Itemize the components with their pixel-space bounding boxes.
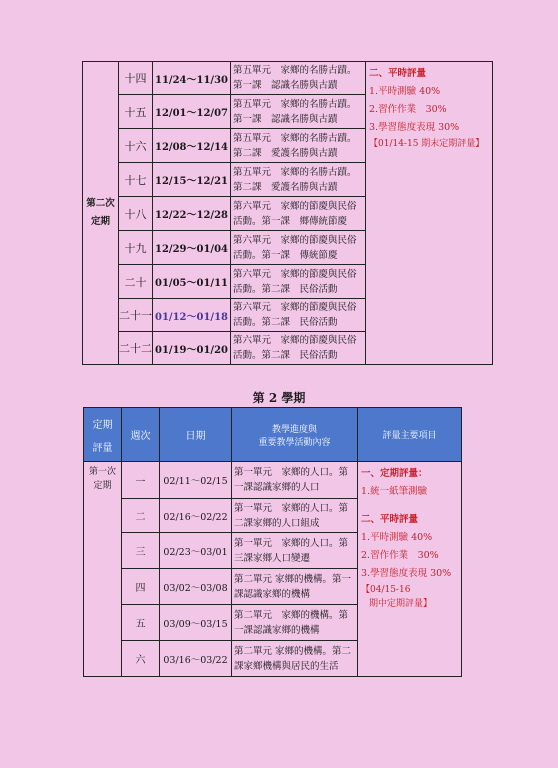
week-cell: 二十二 [119,332,153,365]
eval-item: 2.習作作業 30% [369,104,447,115]
date-cell: 12/22～12/28 [153,197,231,231]
week-cell: 一 [122,462,160,499]
header-period [84,408,122,462]
eval-item: 3.學習態度表現 30% [369,122,460,133]
eval-item: 1.平時測驗 40% [361,532,433,543]
date-cell-highlighted: 01/12～01/18 [153,299,231,332]
week-cell: 四 [122,569,160,605]
content-cell: 第六單元 家鄉的節慶與民俗活動。第二課 民俗活動 [231,265,366,299]
semester1-schedule-table [82,61,493,365]
header-period-line2: 評量 [92,442,113,454]
date-cell: 11/24～11/30 [153,62,231,95]
week-cell: 三 [122,533,160,569]
week-cell: 二十一 [119,299,153,332]
date-cell: 03/16～03/22 [160,641,232,677]
content-cell: 第五單元 家鄉的名勝古蹟。第二課 愛護名勝與古蹟 [231,163,366,197]
eval-note: 期中定期評量】 [369,599,433,609]
eval-heading: 二、平時評量 [369,68,427,79]
date-cell: 12/01～12/07 [153,95,231,129]
header-eval: 評量主要項目 [358,408,462,462]
week-cell: 十八 [119,197,153,231]
date-cell: 01/05～01/11 [153,265,231,299]
eval-heading: 二、平時評量 [361,514,419,525]
header-period-line1: 定期 [92,419,113,431]
date-cell: 03/02～03/08 [160,569,232,605]
semester2-schedule-table [83,407,462,677]
content-cell: 第一單元 家鄉的人口。第一課認識家鄉的人口 [232,462,358,499]
week-cell: 十六 [119,129,153,163]
week-cell: 十四 [119,62,153,95]
date-cell: 12/29～01/04 [153,231,231,265]
date-cell: 03/09～03/15 [160,605,232,641]
date-cell: 01/19～01/20 [153,332,231,365]
content-cell: 第五單元 家鄉的名勝古蹟。第二課 愛護名勝與古蹟 [231,129,366,163]
content-cell: 第二單元 家鄉的機構。第二課家鄉機構與居民的生活 [232,641,358,677]
period-label: 第二次定期 [86,198,115,227]
date-cell: 02/16～02/22 [160,499,232,533]
week-cell: 六 [122,641,160,677]
week-cell: 十九 [119,231,153,265]
header-content-line2: 重要教學活動內容 [258,437,331,448]
week-cell: 二十 [119,265,153,299]
content-cell: 第五單元 家鄉的名勝古蹟。第一課 認識名勝與古蹟 [231,95,366,129]
period-cell [84,462,122,677]
header-content-line1: 教學進度與 [271,424,317,435]
header-week: 週次 [122,408,160,462]
content-cell: 第一單元 家鄉的人口。第二課家鄉的人口組成 [232,499,358,533]
content-cell: 第一單元 家鄉的人口。第三課家鄉人口變遷 [232,533,358,569]
date-cell: 12/15～12/21 [153,163,231,197]
content-cell: 第六單元 家鄉的節慶與民俗活動。第二課 民俗活動 [231,299,366,332]
semester2-title: 第 2 學期 [252,391,306,405]
table-header-row [84,408,462,462]
period-cell [83,62,119,365]
evaluation-cell [366,62,493,365]
week-cell: 二 [122,499,160,533]
eval-item: 1.統一紙筆測驗 [361,486,428,497]
period-label: 第一次定期 [88,467,116,491]
eval-note: 【01/14-15 期末定期評量】 [369,139,485,149]
content-cell: 第五單元 家鄉的名勝古蹟。第一課 認識名勝與古蹟 [231,62,366,95]
date-cell: 02/11～02/15 [160,462,232,499]
header-date: 日期 [160,408,232,462]
eval-item: 3.學習態度表現 30% [361,568,452,579]
date-cell: 02/23～03/01 [160,533,232,569]
week-cell: 十七 [119,163,153,197]
content-cell: 第六單元 家鄉的節慶與民俗活動。第一課 鄉傳統節慶 [231,197,366,231]
content-cell: 第六單元 家鄉的節慶與民俗活動。第一課 傳統節慶 [231,231,366,265]
week-cell: 五 [122,605,160,641]
content-cell: 第六單元 家鄉的節慶與民俗活動。第二課 民俗活動 [231,332,366,365]
week-cell: 十五 [119,95,153,129]
evaluation-cell [358,462,462,677]
date-cell: 12/08～12/14 [153,129,231,163]
header-content [232,408,358,462]
eval-note: 【04/15-16 [361,585,411,595]
eval-item: 2.習作作業 30% [361,550,439,561]
eval-item: 1.平時測驗 40% [369,86,441,97]
content-cell: 第二單元 家鄉的機構。第一課認識家鄉的機構 [232,605,358,641]
content-cell: 第二單元 家鄉的機構。第一課認識家鄉的機構 [232,569,358,605]
eval-heading: 一、定期評量： [361,468,428,479]
